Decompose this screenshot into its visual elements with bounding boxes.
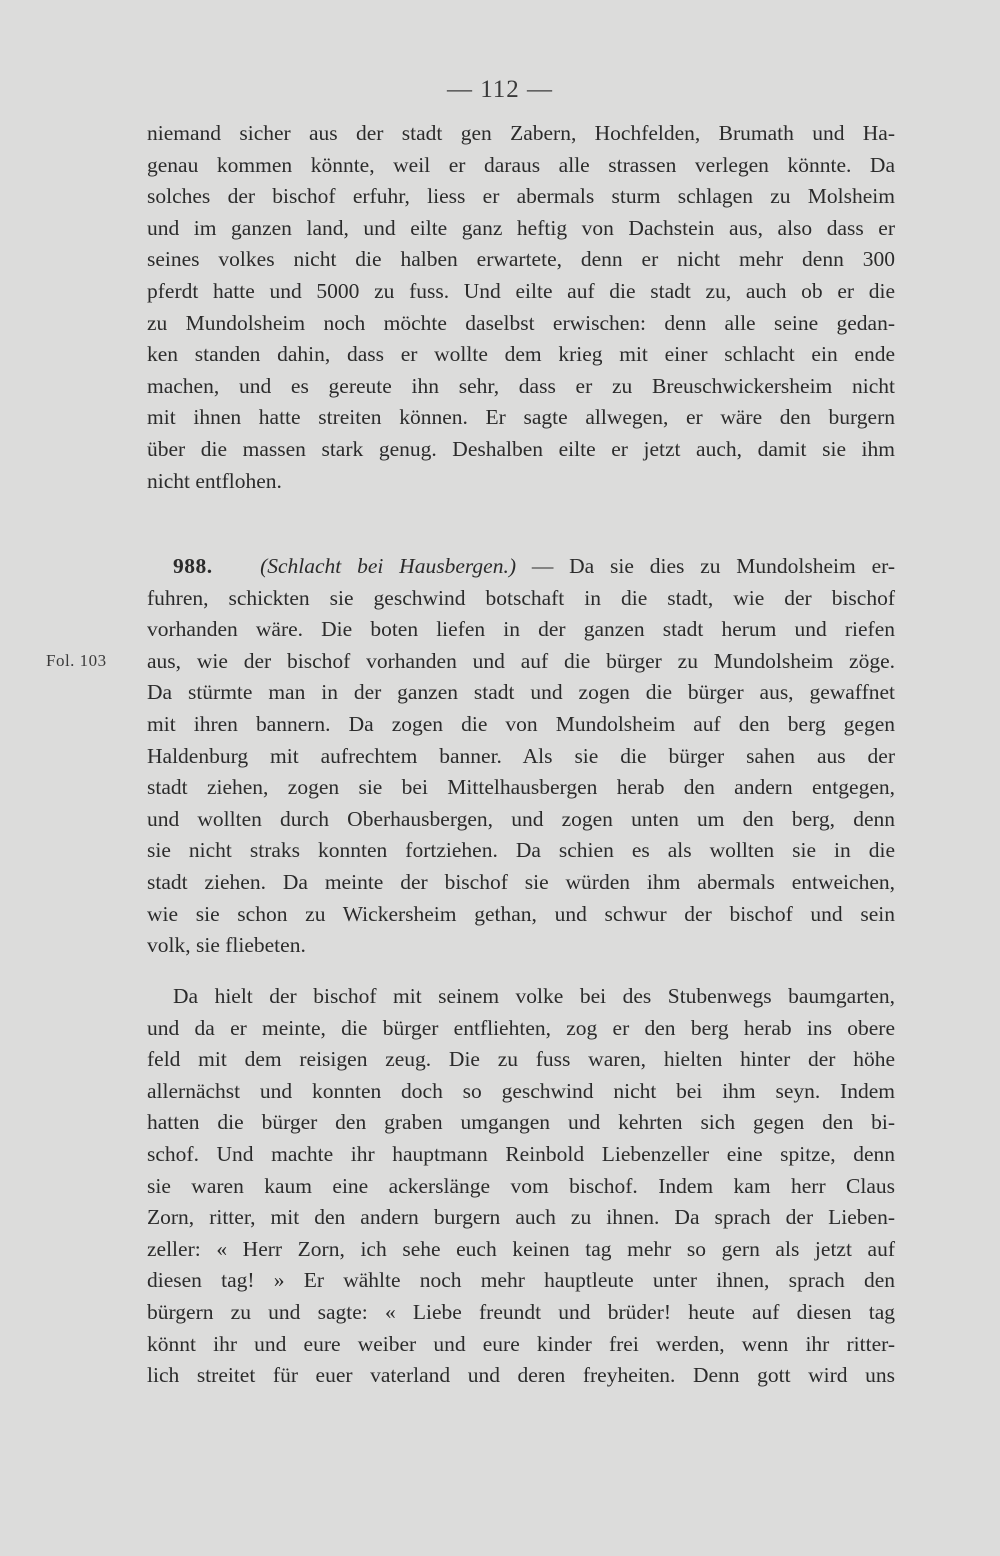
text-line: mit ihnen hatte streiten können. Er sagte allwegen, er wäre den burgern (147, 405, 895, 430)
text-line: und im ganzen land, und eilte ganz heftig von Dachstein aus, also dass er (147, 215, 895, 240)
text-line: volk, sie fliebeten. (147, 933, 306, 958)
text-line: sie waren kaum eine ackerslänge vom bischof. Indem kam herr Claus (147, 1173, 895, 1198)
text-line: pferdt hatte und 5000 zu fuss. Und eilte auf die stadt zu, auch ob er die (147, 278, 895, 303)
margin-note-folio: Fol. 103 (46, 651, 107, 670)
text-line: sie nicht straks konnten fortziehen. Da schien es als wollten sie in die (147, 838, 895, 863)
text-line: vorhanden wäre. Die boten liefen in der ganzen stadt herum und riefen (147, 617, 895, 642)
text-line-rest: — Da sie dies zu Mundolsheim er- (516, 554, 895, 578)
paragraph-battle (147, 981, 895, 1392)
section-number: 988. (173, 554, 213, 578)
section-title: (Schlacht bei Hausbergen.) (260, 554, 517, 578)
text-line: lich streitet für euer vaterland und deren freyheiten. Denn gott wird uns (147, 1363, 895, 1388)
text-line: aus, wie der bischof vorhanden und auf die bürger zu Mundolsheim zöge. (147, 648, 895, 673)
text-line: stadt ziehen, zogen sie bei Mittelhausbergen herab den andern entgegen, (147, 775, 895, 800)
text-line: solches der bischof erfuhr, liess er abermals sturm schlagen zu Molsheim (147, 184, 895, 209)
section-heading-line (147, 551, 895, 583)
text-line: ken standen dahin, dass er wollte dem krieg mit einer schlacht ein ende (147, 342, 895, 367)
text-line: und da er meinte, die bürger entfliehten, zog er den berg herab ins obere (147, 1015, 895, 1040)
text-line: könnt ihr und eure weiber und eure kinder frei werden, wenn ihr ritter- (147, 1331, 895, 1356)
text-line: hatten die bürger den graben umgangen und kehrten sich gegen den bi- (147, 1110, 895, 1135)
text-line: Zorn, ritter, mit den andern burgern auch zu ihnen. Da sprach der Lieben- (147, 1205, 895, 1230)
text-line: bürgern zu und sagte: « Liebe freundt und brüder! heute auf diesen tag (147, 1299, 895, 1324)
text-line: diesen tag! » Er wählte noch mehr hauptleute unter ihnen, sprach den (147, 1268, 895, 1293)
text-line: Da hielt der bischof mit seinem volke bei des Stubenwegs baumgarten, (173, 984, 895, 1008)
text-line: niemand sicher aus der stadt gen Zabern, Hochfelden, Brumath und Ha- (147, 121, 895, 145)
text-line: fuhren, schickten sie geschwind botschaft in die stadt, wie der bischof (147, 585, 895, 610)
paragraph-continued (147, 118, 895, 497)
page-number: — 112 — (446, 76, 554, 103)
text-line: mit ihren bannern. Da zogen die von Mundolsheim auf den berg gegen (147, 711, 895, 736)
text-line: feld mit dem reisigen zeug. Die zu fuss waren, hielten hinter der höhe (147, 1047, 895, 1072)
text-line: machen, und es gereute ihn sehr, dass er zu Breuschwickersheim nicht (147, 373, 895, 398)
text-line: genau kommen könnte, weil er daraus alle strassen verlegen könnte. Da (147, 152, 895, 177)
text-line: Da stürmte man in der ganzen stadt und zogen die bürger aus, gewaffnet (147, 680, 895, 705)
text-line: allernächst und konnten doch so geschwind nicht bei ihm seyn. Indem (147, 1078, 895, 1103)
text-line: zu Mundolsheim noch möchte daselbst erwischen: denn alle seine gedan- (147, 310, 895, 335)
text-line: nicht entflohen. (147, 468, 282, 493)
text-line: wie sie schon zu Wickersheim gethan, und schwur der bischof und sein (147, 901, 895, 926)
section-988 (147, 551, 895, 962)
text-line: Haldenburg mit aufrechtem banner. Als sie die bürger sahen aus der (147, 743, 895, 768)
text-line: seines volkes nicht die halben erwartete, denn er nicht mehr denn 300 (147, 247, 895, 272)
text-line: stadt ziehen. Da meinte der bischof sie würden ihm abermals entweichen, (147, 869, 895, 894)
text-line: schof. Und machte ihr hauptmann Reinbold Liebenzeller eine spitze, denn (147, 1141, 895, 1166)
text-line: über die massen stark genug. Deshalben eilte er jetzt auch, damit sie ihm (147, 436, 895, 461)
text-line: und wollten durch Oberhausbergen, und zogen unten um den berg, denn (147, 806, 895, 831)
text-line: zeller: « Herr Zorn, ich sehe euch keinen tag mehr so gern als jetzt auf (147, 1236, 895, 1261)
